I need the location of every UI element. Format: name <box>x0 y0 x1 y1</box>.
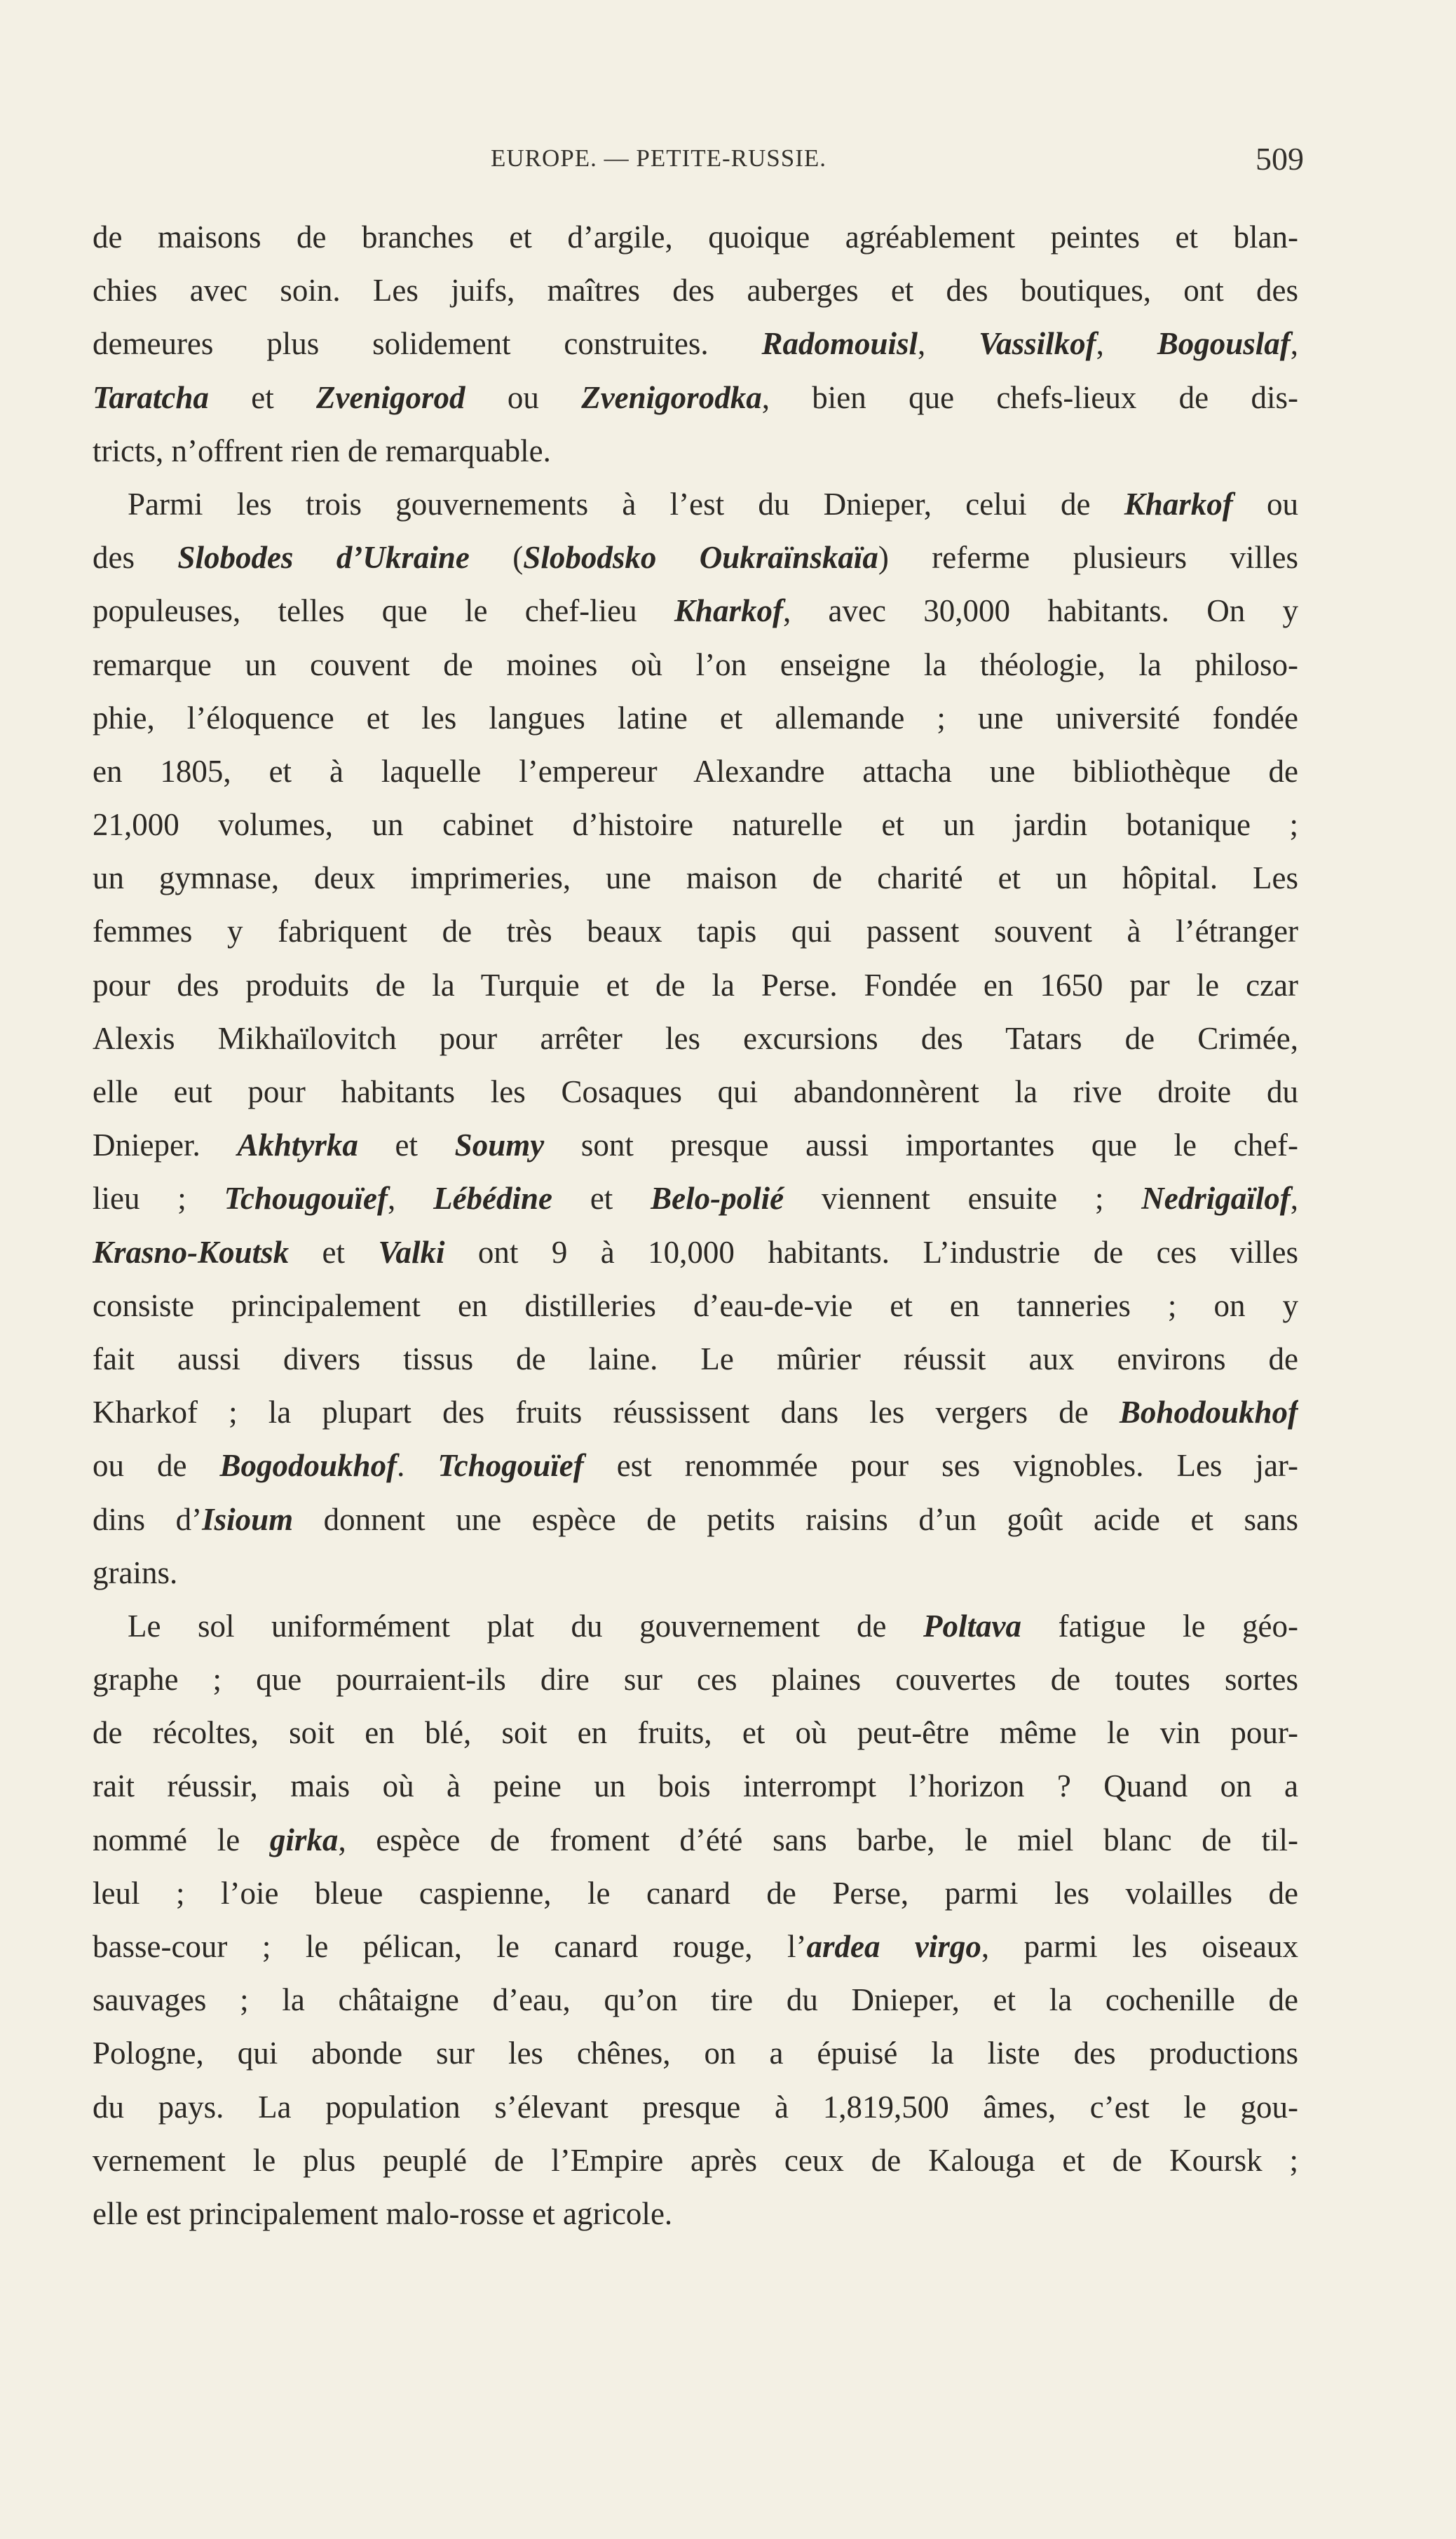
text-line: ou de Bogodoukhof. Tchogouïef est renommée pour ses vignobles. Les jar- <box>93 1448 1298 1484</box>
text-line: de maisons de branches et d’argile, quoique agréablement peintes et blan- <box>93 219 1298 255</box>
text-line: chies avec soin. Les juifs, maîtres des auberges et des boutiques, ont des <box>93 273 1298 309</box>
italic-name: girka <box>269 1822 339 1857</box>
italic-name: Tchogouïef <box>437 1448 584 1484</box>
text-line: Parmi les trois gouvernements à l’est du Dnieper, celui de Kharkof ou <box>128 486 1298 522</box>
text-line: pour des produits de la Turquie et de la Perse. Fondée en 1650 par le czar <box>93 967 1298 1003</box>
text-line: elle eut pour habitants les Cosaques qui abandonnèrent la rive droite du <box>93 1074 1298 1109</box>
text-line: Kharkof ; la plupart des fruits réussissent dans les vergers de Bohodoukhof <box>93 1395 1298 1430</box>
text-line: dins d’Isioum donnent une espèce de petits raisins d’un goût acide et sans <box>93 1501 1298 1537</box>
text-line: Krasno-Koutsk et Valki ont 9 à 10,000 habitants. L’industrie de ces villes <box>93 1234 1298 1270</box>
text-line: consiste principalement en distilleries d’eau-de-vie et en tanneries ; on y <box>93 1287 1298 1323</box>
text-line: lieu ; Tchougouïef, Lébédine et Belo-polié viennent ensuite ; Nedrigaïlof, <box>93 1181 1298 1217</box>
italic-name: Slobodes d’Ukraine <box>177 540 470 576</box>
text-line: rait réussir, mais où à peine un bois interrompt l’horizon ? Quand on a <box>93 1768 1298 1804</box>
text-line: elle est principalement malo-rosse et agricole. <box>93 2195 673 2231</box>
text-line: Taratcha et Zvenigorod ou Zvenigorodka, bien que chefs-lieux de dis- <box>93 379 1298 415</box>
italic-name: Belo-polié <box>651 1181 784 1217</box>
text-line: 21,000 volumes, un cabinet d’histoire naturelle et un jardin botanique ; <box>93 807 1298 843</box>
text-line: remarque un couvent de moines où l’on enseigne la théologie, la philoso- <box>93 646 1298 682</box>
text-line: de récoltes, soit en blé, soit en fruits, et où peut-être même le vin pour- <box>93 1715 1298 1751</box>
italic-name: Zvenigorodka <box>581 379 762 415</box>
text-line: Pologne, qui abonde sur les chênes, on a épuisé la liste des productions <box>93 2036 1298 2071</box>
text-line: fait aussi divers tissus de laine. Le mûrier réussit aux environs de <box>93 1341 1298 1376</box>
text-line: grains. <box>93 1555 178 1590</box>
italic-name: Zvenigorod <box>316 379 465 415</box>
italic-name: Valki <box>378 1234 445 1270</box>
italic-name: Bogodoukhof <box>219 1448 397 1484</box>
italic-name: Poltava <box>923 1608 1022 1644</box>
page-number: 509 <box>1256 141 1304 177</box>
text-line: Dnieper. Akhtyrka et Soumy sont presque aussi importantes que le chef- <box>93 1128 1298 1163</box>
text-line: tricts, n’offrent rien de remarquable. <box>93 433 551 468</box>
italic-name: Akhtyrka <box>237 1128 358 1163</box>
page-header <box>91 140 1311 182</box>
text-line: Le sol uniformément plat du gouvernement de Poltava fatigue le géo- <box>128 1608 1298 1644</box>
italic-name: Lébédine <box>433 1181 553 1217</box>
text-line: des Slobodes d’Ukraine (Slobodsko Oukraïnskaïa) referme plusieurs villes <box>93 540 1298 576</box>
italic-name: Kharkof <box>1124 486 1233 522</box>
text-line: un gymnase, deux imprimeries, une maison de charité et un hôpital. Les <box>93 860 1298 896</box>
text-line: phie, l’éloquence et les langues latine et allemande ; une université fondée <box>93 700 1298 736</box>
italic-name: Kharkof <box>674 593 783 629</box>
text-line: Alexis Mikhaïlovitch pour arrêter les excursions des Tatars de Crimée, <box>93 1020 1298 1056</box>
italic-name: Taratcha <box>93 379 209 415</box>
italic-name: Bohodoukhof <box>1119 1395 1298 1430</box>
text-line: du pays. La population s’élevant presque à 1,819,500 âmes, c’est le gou- <box>93 2089 1298 2125</box>
italic-name: Slobodsko Oukraïnskaïa <box>523 540 878 576</box>
italic-name: Vassilkof <box>979 326 1096 362</box>
italic-name: Isioum <box>202 1501 294 1537</box>
italic-name: Tchougouïef <box>224 1181 388 1217</box>
text-line: nommé le girka, espèce de froment d’été sans barbe, le miel blanc de til- <box>93 1822 1298 1857</box>
italic-name: Nedrigaïlof <box>1141 1181 1291 1217</box>
text-line: en 1805, et à laquelle l’empereur Alexandre attacha une bibliothèque de <box>93 753 1298 789</box>
italic-name: Krasno-Koutsk <box>93 1234 290 1270</box>
text-line: vernement le plus peuplé de l’Empire après ceux de Kalouga et de Koursk ; <box>93 2142 1298 2178</box>
italic-name: Radomouisl <box>761 326 918 362</box>
text-line: basse-cour ; le pélican, le canard rouge, l’ardea virgo, parmi les oiseaux <box>93 1929 1298 1964</box>
italic-name: Soumy <box>454 1128 545 1163</box>
running-head: EUROPE. — PETITE-RUSSIE. <box>491 144 826 172</box>
text-line: sauvages ; la châtaigne d’eau, qu’on tire du Dnieper, et la cochenille de <box>93 1982 1298 2018</box>
italic-name: ardea virgo <box>806 1929 981 1964</box>
text-line: demeures plus solidement construites. Radomouisl, Vassilkof, Bogouslaf, <box>93 326 1298 362</box>
italic-name: Bogouslaf <box>1157 326 1291 362</box>
text-line: leul ; l’oie bleue caspienne, le canard de Perse, parmi les volailles de <box>93 1875 1298 1911</box>
text-line: femmes y fabriquent de très beaux tapis qui passent souvent à l’étranger <box>93 914 1298 949</box>
text-line: populeuses, telles que le chef-lieu Kharkof, avec 30,000 habitants. On y <box>93 593 1298 629</box>
text-line: graphe ; que pourraient-ils dire sur ces plaines couvertes de toutes sortes <box>93 1662 1298 1698</box>
body-text <box>93 210 1298 2240</box>
